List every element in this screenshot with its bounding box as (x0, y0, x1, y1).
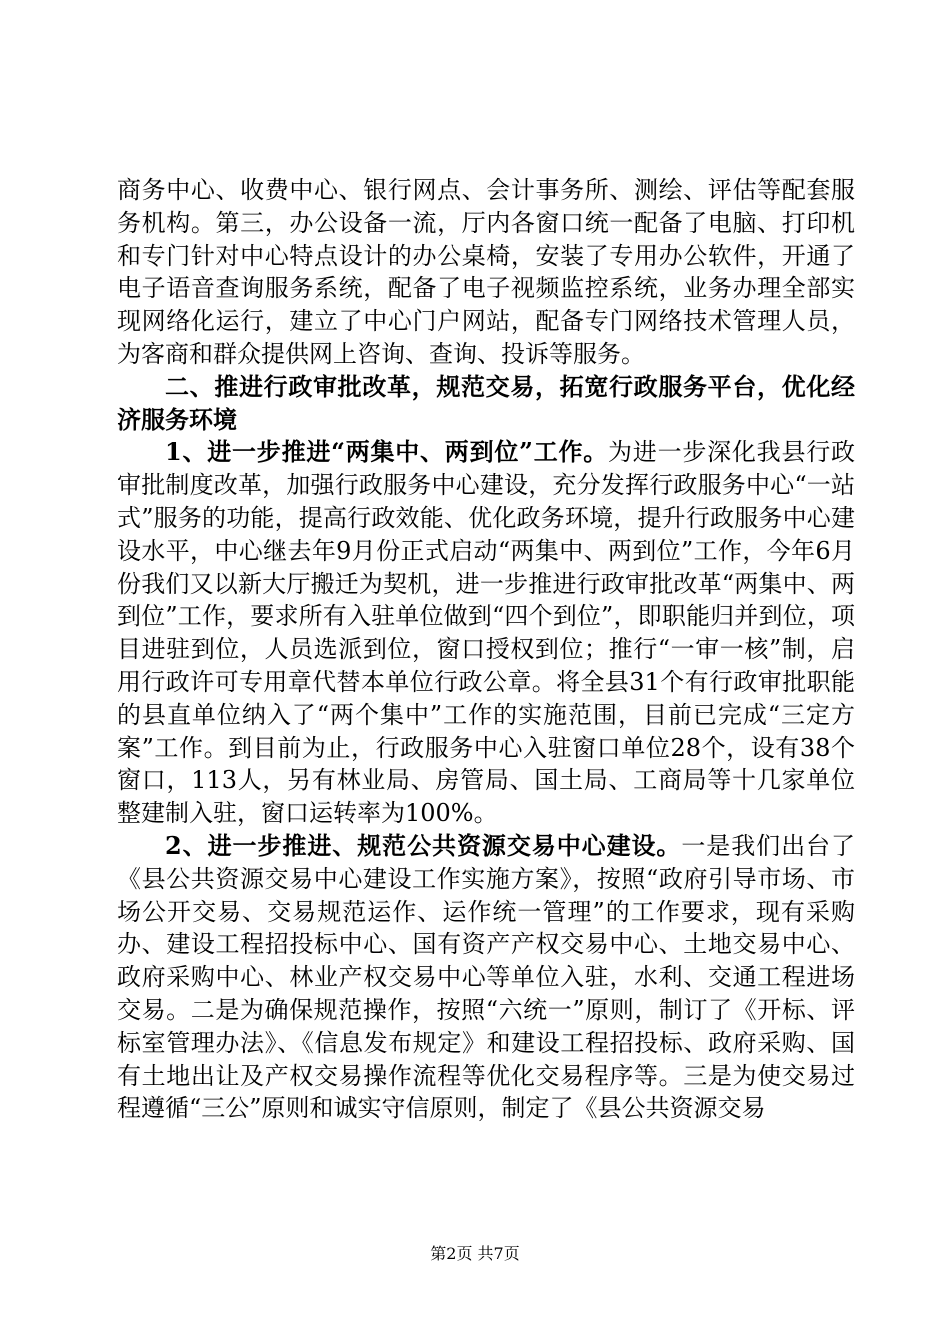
section-heading: 二、推进行政审批改革，规范交易，拓宽行政服务平台，优化经济服务环境 (117, 371, 855, 434)
paragraph-item-2 (117, 830, 855, 1125)
paragraph-item-1 (117, 436, 855, 830)
paragraph-text: 商务中心、收费中心、银行网点、会计事务所、测绘、评估等配套服务机构。第三，办公设备一流，厅内各窗口统一配备了电脑、打印机和专门针对中心特点设计的办公桌椅，安装了专用办公软件，开通了电子语音查询服务系统，配备了电子视频监控系统，业务办理全部实现网络化运行，建立了中心门户网站，配备专门网络技术管理人员，为客商和群众提供网上咨询、查询、投诉等服务。 (117, 176, 855, 368)
item-1-lead: 1、进一步推进“两集中、两到位”工作。 (165, 437, 609, 467)
page-footer: 第2页 共7页 (430, 1244, 520, 1263)
paragraph-continuation (117, 174, 855, 371)
item-1-text: 为进一步深化我县行政审批制度改革，加强行政服务中心建设，充分发挥行政服务中心“一站式”服务的功能，提高行政效能、优化政务环境，提升行政服务中心建设水平，中心继去年9月份正式启动“两集中、两到位”工作，今年6月份我们又以新大厅搬迁为契机，进一步推进行政审批改革“两集中、两到位”工作，要求所有入驻单位做到“四个到位”，即职能归并到位，项目进驻到位，人员选派到位，窗口授权到位；推行“一审一核”制，启用行政许可专用章代替本单位行政公章。将全县31个有行政审批职能的县直单位纳入了“两个集中”工作的实施范围，目前已完成“三定方案”工作。到目前为止，行政服务中心入驻窗口单位28个，设有38个窗口，113人，另有林业局、房管局、国土局、工商局等十几家单位整建制入驻，窗口运转率为100%。 (117, 438, 856, 828)
document-body (117, 174, 855, 1125)
item-2-text: 一是我们出台了《县公共资源交易中心建设工作实施方案》，按照“政府引导市场、市场公开交易、交易规范运作、运作统一管理”的工作要求，现有采购办、建设工程招投标中心、国有资产产权交易中心、土地交易中心、政府采购中心、林业产权交易中心等单位入驻，水利、交通工程进场交易。二是为确保规范操作，按照“六统一”原则，制订了《开标、评标室管理办法》、《信息发布规定》和建设工程招投标、政府采购、国有土地出让及产权交易操作流程等优化交易程序等。三是为使交易过程遵循“三公”原则和诚实守信原则，制定了《县公共资源交易 (117, 831, 855, 1123)
item-2-lead: 2、进一步推进、规范公共资源交易中心建设。 (165, 830, 682, 860)
